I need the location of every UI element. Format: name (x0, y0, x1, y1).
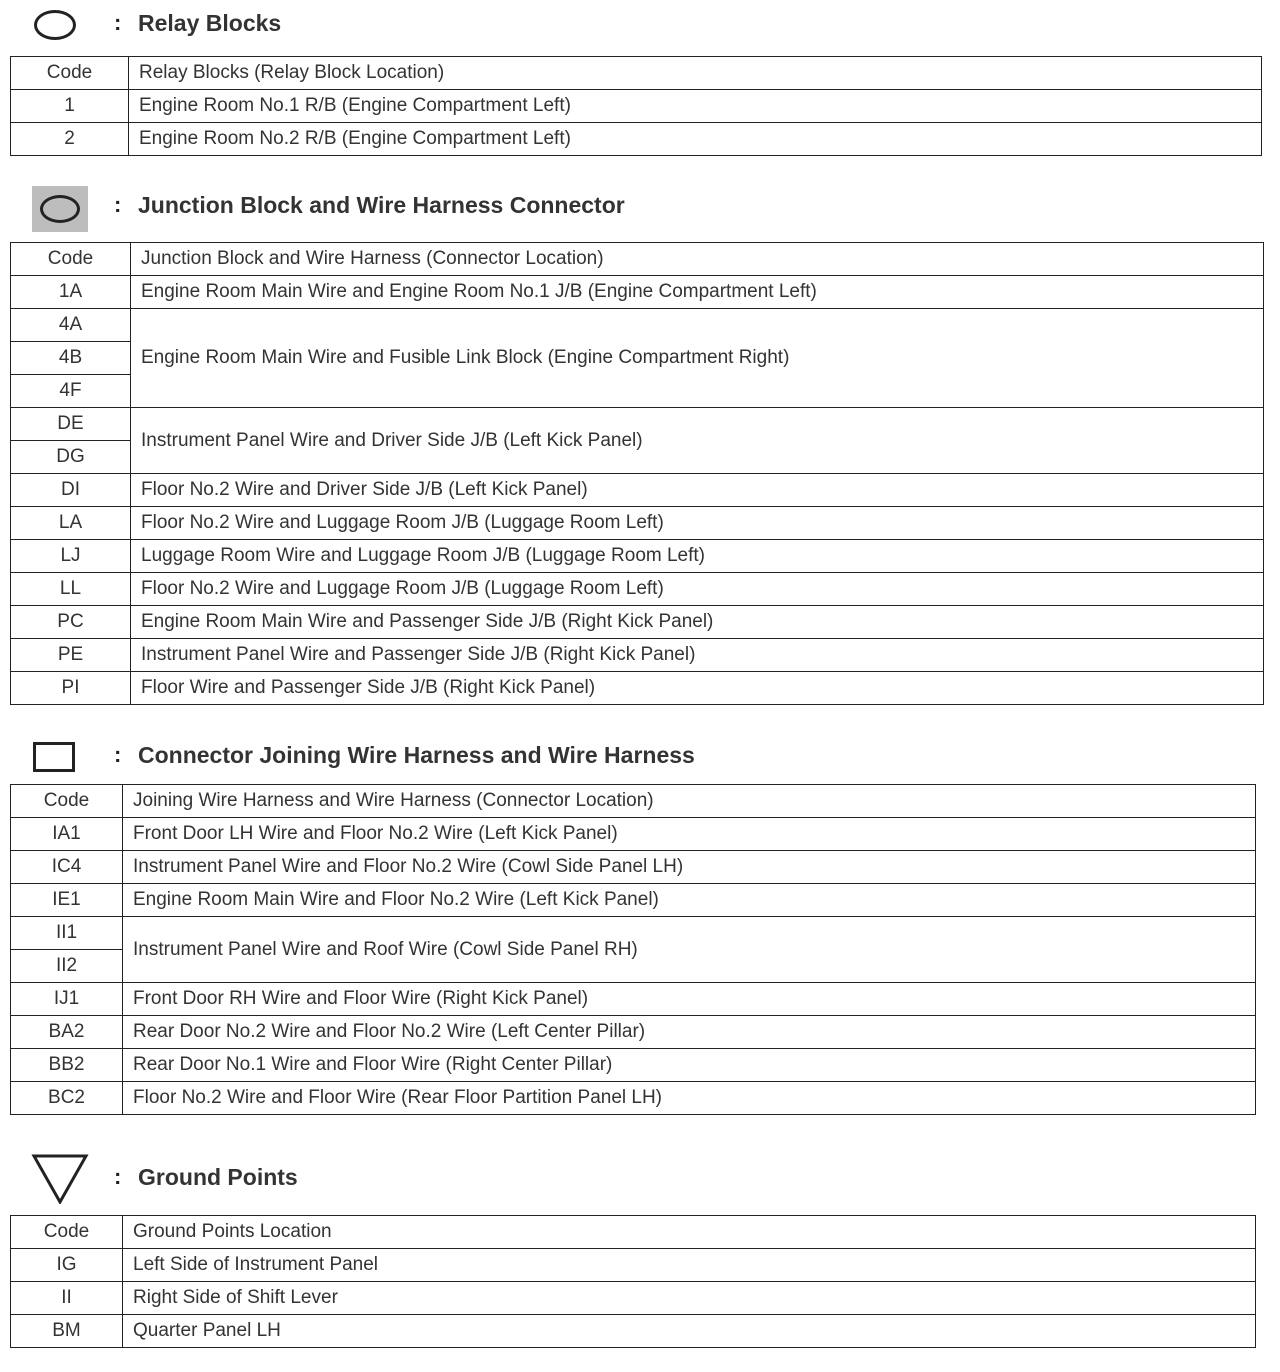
table-row (11, 1282, 1256, 1315)
table-row (11, 639, 1264, 672)
table-row (11, 507, 1264, 540)
description-cell: Quarter Panel LH (123, 1315, 1256, 1348)
section-title: Connector Joining Wire Harness and Wire Harness (138, 742, 695, 768)
code-cell: IE1 (11, 884, 123, 917)
table-row (11, 672, 1264, 705)
table-row (11, 1315, 1256, 1348)
description-cell: Engine Room No.1 R/B (Engine Compartment Left) (129, 90, 1262, 123)
description-cell: Floor No.2 Wire and Luggage Room J/B (Luggage Room Left) (131, 507, 1264, 540)
relay-block-symbol-icon (34, 10, 76, 40)
connector-symbol-icon (33, 742, 75, 772)
header-code-cell: Code (11, 785, 123, 818)
description-cell: Left Side of Instrument Panel (123, 1249, 1256, 1282)
table-row (11, 276, 1264, 309)
table-row (11, 884, 1256, 917)
table-header-row (11, 785, 1256, 818)
description-cell: Rear Door No.1 Wire and Floor Wire (Right Center Pillar) (123, 1049, 1256, 1082)
table-row (11, 474, 1264, 507)
description-cell: Floor No.2 Wire and Driver Side J/B (Left Kick Panel) (131, 474, 1264, 507)
description-cell: Instrument Panel Wire and Roof Wire (Cowl Side Panel RH) (123, 917, 1256, 983)
junction-block-heading (0, 182, 1280, 226)
heading-colon: : (114, 742, 122, 767)
code-cell: PC (11, 606, 131, 639)
table-row (11, 90, 1262, 123)
code-cell: 4A (11, 309, 131, 342)
header-description-cell: Junction Block and Wire Harness (Connector Location) (131, 243, 1264, 276)
description-cell: Engine Room No.2 R/B (Engine Compartment Left) (129, 123, 1262, 156)
code-cell: II2 (11, 950, 123, 983)
header-description-cell: Joining Wire Harness and Wire Harness (Connector Location) (123, 785, 1256, 818)
description-cell: Instrument Panel Wire and Driver Side J/B (Left Kick Panel) (131, 408, 1264, 474)
connector-table (10, 784, 1256, 1115)
description-cell: Luggage Room Wire and Luggage Room J/B (Luggage Room Left) (131, 540, 1264, 573)
heading-colon: : (114, 10, 122, 35)
table-row (11, 983, 1256, 1016)
code-cell: BA2 (11, 1016, 123, 1049)
header-code-cell: Code (11, 1216, 123, 1249)
code-cell: IJ1 (11, 983, 123, 1016)
description-cell: Floor Wire and Passenger Side J/B (Right Kick Panel) (131, 672, 1264, 705)
table-row (11, 1016, 1256, 1049)
code-cell: BB2 (11, 1049, 123, 1082)
code-cell: LL (11, 573, 131, 606)
code-cell: II1 (11, 917, 123, 950)
code-cell: IG (11, 1249, 123, 1282)
table-row (11, 309, 1264, 342)
code-cell: DI (11, 474, 131, 507)
description-cell: Front Door LH Wire and Floor No.2 Wire (Left Kick Panel) (123, 818, 1256, 851)
table-row (11, 573, 1264, 606)
code-cell: 1 (11, 90, 129, 123)
header-description-cell: Relay Blocks (Relay Block Location) (129, 57, 1262, 90)
header-description-cell: Ground Points Location (123, 1216, 1256, 1249)
description-cell: Instrument Panel Wire and Passenger Side J/B (Right Kick Panel) (131, 639, 1264, 672)
header-code-cell: Code (11, 243, 131, 276)
heading-colon: : (114, 1164, 122, 1189)
table-row (11, 1082, 1256, 1115)
code-cell: 4B (11, 342, 131, 375)
description-cell: Front Door RH Wire and Floor Wire (Right Kick Panel) (123, 983, 1256, 1016)
table-row (11, 123, 1262, 156)
description-cell: Instrument Panel Wire and Floor No.2 Wire (Cowl Side Panel LH) (123, 851, 1256, 884)
code-cell: LA (11, 507, 131, 540)
code-cell: PE (11, 639, 131, 672)
description-cell: Floor No.2 Wire and Luggage Room J/B (Luggage Room Left) (131, 573, 1264, 606)
section-title: Ground Points (138, 1164, 298, 1190)
code-cell: 2 (11, 123, 129, 156)
relay-blocks-heading (0, 2, 1280, 46)
description-cell: Engine Room Main Wire and Passenger Side J/B (Right Kick Panel) (131, 606, 1264, 639)
junction-block-table (10, 242, 1264, 705)
table-row (11, 408, 1264, 441)
section-title: Junction Block and Wire Harness Connector (138, 192, 625, 218)
ground-points-heading (0, 1152, 1280, 1196)
heading-colon: : (114, 192, 122, 217)
ground-points-table (10, 1215, 1256, 1348)
code-cell: DG (11, 441, 131, 474)
description-cell: Engine Room Main Wire and Fusible Link Block (Engine Compartment Right) (131, 309, 1264, 408)
description-cell: Floor No.2 Wire and Floor Wire (Rear Floor Partition Panel LH) (123, 1082, 1256, 1115)
table-row (11, 1049, 1256, 1082)
code-cell: BM (11, 1315, 123, 1348)
header-code-cell: Code (11, 57, 129, 90)
code-cell: DE (11, 408, 131, 441)
code-cell: IC4 (11, 851, 123, 884)
table-header-row (11, 57, 1262, 90)
relay-blocks-table (10, 56, 1262, 156)
junction-block-symbol-icon (32, 186, 88, 232)
code-cell: PI (11, 672, 131, 705)
table-header-row (11, 243, 1264, 276)
table-row (11, 818, 1256, 851)
description-cell: Rear Door No.2 Wire and Floor No.2 Wire (Left Center Pillar) (123, 1016, 1256, 1049)
code-cell: IA1 (11, 818, 123, 851)
code-cell: 1A (11, 276, 131, 309)
table-row (11, 1249, 1256, 1282)
section-title: Relay Blocks (138, 10, 282, 36)
ground-point-symbol-icon (30, 1152, 90, 1204)
table-row (11, 917, 1256, 950)
description-cell: Engine Room Main Wire and Engine Room No.1 J/B (Engine Compartment Left) (131, 276, 1264, 309)
code-cell: II (11, 1282, 123, 1315)
table-row (11, 851, 1256, 884)
table-header-row (11, 1216, 1256, 1249)
code-cell: 4F (11, 375, 131, 408)
code-cell: LJ (11, 540, 131, 573)
description-cell: Right Side of Shift Lever (123, 1282, 1256, 1315)
table-row (11, 540, 1264, 573)
connector-heading (0, 738, 1280, 782)
code-cell: BC2 (11, 1082, 123, 1115)
table-row (11, 606, 1264, 639)
description-cell: Engine Room Main Wire and Floor No.2 Wire (Left Kick Panel) (123, 884, 1256, 917)
